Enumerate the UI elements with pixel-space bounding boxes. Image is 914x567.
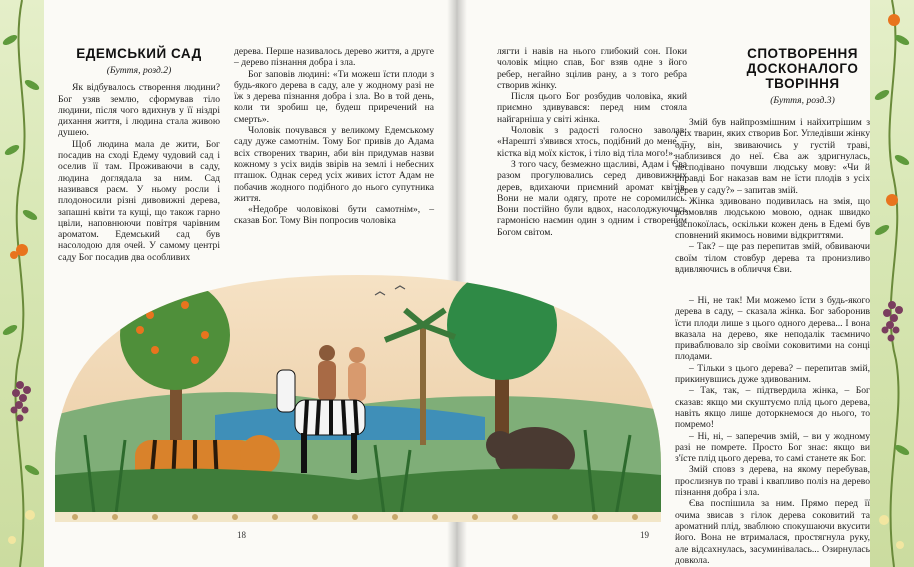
right-column-1	[497, 46, 687, 238]
paragraph: Бог заповів людині: «Ти можеш їсти плоди з будь-якого дерева в саду, але у жодному разі не їж з дерева пізнання добра і зла. Во в той день, коли ти зробиш це, будеш приречений на смерть».	[234, 68, 434, 125]
paragraph: – Так, так, – підтвердила жінка, – Бог сказав: якщо ми скуштуємо плід цього дерева, навіть якщо лише доторкнемося до нього, то помремо!	[675, 385, 870, 431]
paragraph: дерева. Перше називалось дерево життя, а друге – дерево пізнання добра і зла.	[234, 46, 434, 69]
paragraph: Жінка здивовано подивилась на змія, що розмовляв людською мовою, однак швидко заспокоїлась, оскільки кожен день в Едемі був сповнений якимось новими відкриттями.	[675, 196, 870, 241]
paragraph: З того часу, безмежно щасливі, Адам і Єва разом прогулювались серед дивовижних дерев, вдихаючи приємний аромат квітів. Вони не мали одягу, проте не соромились. Вони постійно були вдвох, насолоджуючись гармонією наємин один з одним і створеним Богом світом.	[497, 158, 687, 238]
left-column-2	[234, 46, 434, 227]
paragraph: Чоловік з радості голосно заволав: «Нарешті з'явився хтось, подібний до мене, – кістка від моїх кісток, і тіло від тіла мого!».	[497, 125, 687, 159]
vine-border-art	[0, 0, 44, 567]
chapter-title-eden: ЕДЕМСЬКИЙ САД	[76, 46, 202, 61]
chapter-source-corruption: (Буття, розд.3)	[770, 95, 835, 106]
paragraph: Змій був найпрозмішним і найхитрішим з усіх тварин, яких створив Бог. Угледівши жінку одну, він, звиваючись у густій траві, наблизився до неї. Єва аж здригнулась, несподівано почувши людську мову: «Чи й справді Бог наказав вам не їсти плодів з усіх дерев у саду?» – запитав змій.	[675, 117, 870, 196]
right-vine-border	[870, 0, 914, 567]
paragraph: – Ні, ні, – заперечив змій, – ви у жодному разі не помрете. Просто Бог знає: якщо ви з'їсте плід цього дерева, то самі станете як Бог.	[675, 430, 870, 465]
paragraph: «Недобре чоловікові бути самотнім», – сказав Бог. Тому Він попросив чоловіка	[234, 204, 434, 227]
paragraph: – Тільки з цього дерева? – перепитав змій, прикинувшись дуже здивованим.	[675, 362, 870, 386]
page-number-right: 19	[640, 530, 649, 540]
right-column-2-text	[675, 117, 870, 275]
paragraph: Чоловік почувався у великому Едемському саду дуже самотнім. Тому Бог привів до Адама всіх створених тварин, аби він придумав назви кожному з усіх видів звірів на землі і небесних пташок. Однак серед усіх живих істот Адам не побачив жодного подібного до нього супутника життя.	[234, 125, 434, 204]
paragraph: Після цього Бог розбудив чоловіка, який приємно здивувався: перед ним стояла найгарніша у світі жінка.	[497, 91, 687, 125]
chapter-source-eden: (Буття, розд.2)	[106, 65, 172, 76]
paragraph: Єва поспішила за ним. Прямо перед її очима звисав з гілок дерева соковитий та ароматний плід, зваблюю спокушаючи вкусити його. Вона не втрималася, простягнула руку, але відсахнулась, засуминівалась... Озирнулась довкола.	[675, 498, 870, 566]
left-column-1	[58, 46, 220, 263]
left-vine-border	[0, 0, 44, 567]
paragraph: Щоб людина мала де жити, Бог посадив на сході Едему чудовий сад і оселив її там. Проживаючи в саду, людина доглядала за ним. Сад називався раєм. У ньому росли і плодоносили різні дивовижні дерева, запашні квіти та кущі, що також гарно цвіли, наповнюючи повітря чарівним ароматом. Едемський сад був насолодою для очей. У самому центрі саду Бог посадив два особливих	[58, 138, 220, 263]
vine-border-art	[870, 0, 914, 567]
paragraph: Змій сповз з дерева, на якому перебував, прослизнув по траві і квапливо поліз на дерево пізнання добра і зла.	[675, 464, 870, 499]
chapter-title-corruption: СПОТВОРЕННЯ ДОСКОНАЛОГО ТВОРІННЯ	[746, 46, 859, 91]
paragraph: лягти і навів на нього глибокий сон. Поки чоловік міцно спав, Бог взяв одне з його ребер, негайно зцілив рану, а з того ребра створив жінку.	[497, 46, 687, 91]
garden-of-eden-illustration	[55, 265, 661, 522]
paragraph: – Ні, не так! Ми можемо їсти з будь-якого дерева в саду, – сказала жінка. Бог заборонив їсти плоди лише з цього одного дерева... І вона вказала на дерево, яке неподалік таємничо приваблювало зір своїми соковитими на сонці плодами.	[675, 295, 870, 363]
right-column-2-lower	[675, 295, 870, 566]
paragraph: – Так? – ще раз перепитав змій, обвиваючи своїм тілом стовбур дерева та пронизливо вдивляючись в обличчя Єви.	[675, 241, 870, 275]
right-column-2	[735, 46, 870, 112]
page-number-left: 18	[237, 530, 246, 540]
paragraph: Як відбувалось створення людини? Бог узяв землю, сформував тіло людини, після чого вдихнув у її ніздрі дихання життя, і людина стала живою душею.	[58, 82, 220, 139]
